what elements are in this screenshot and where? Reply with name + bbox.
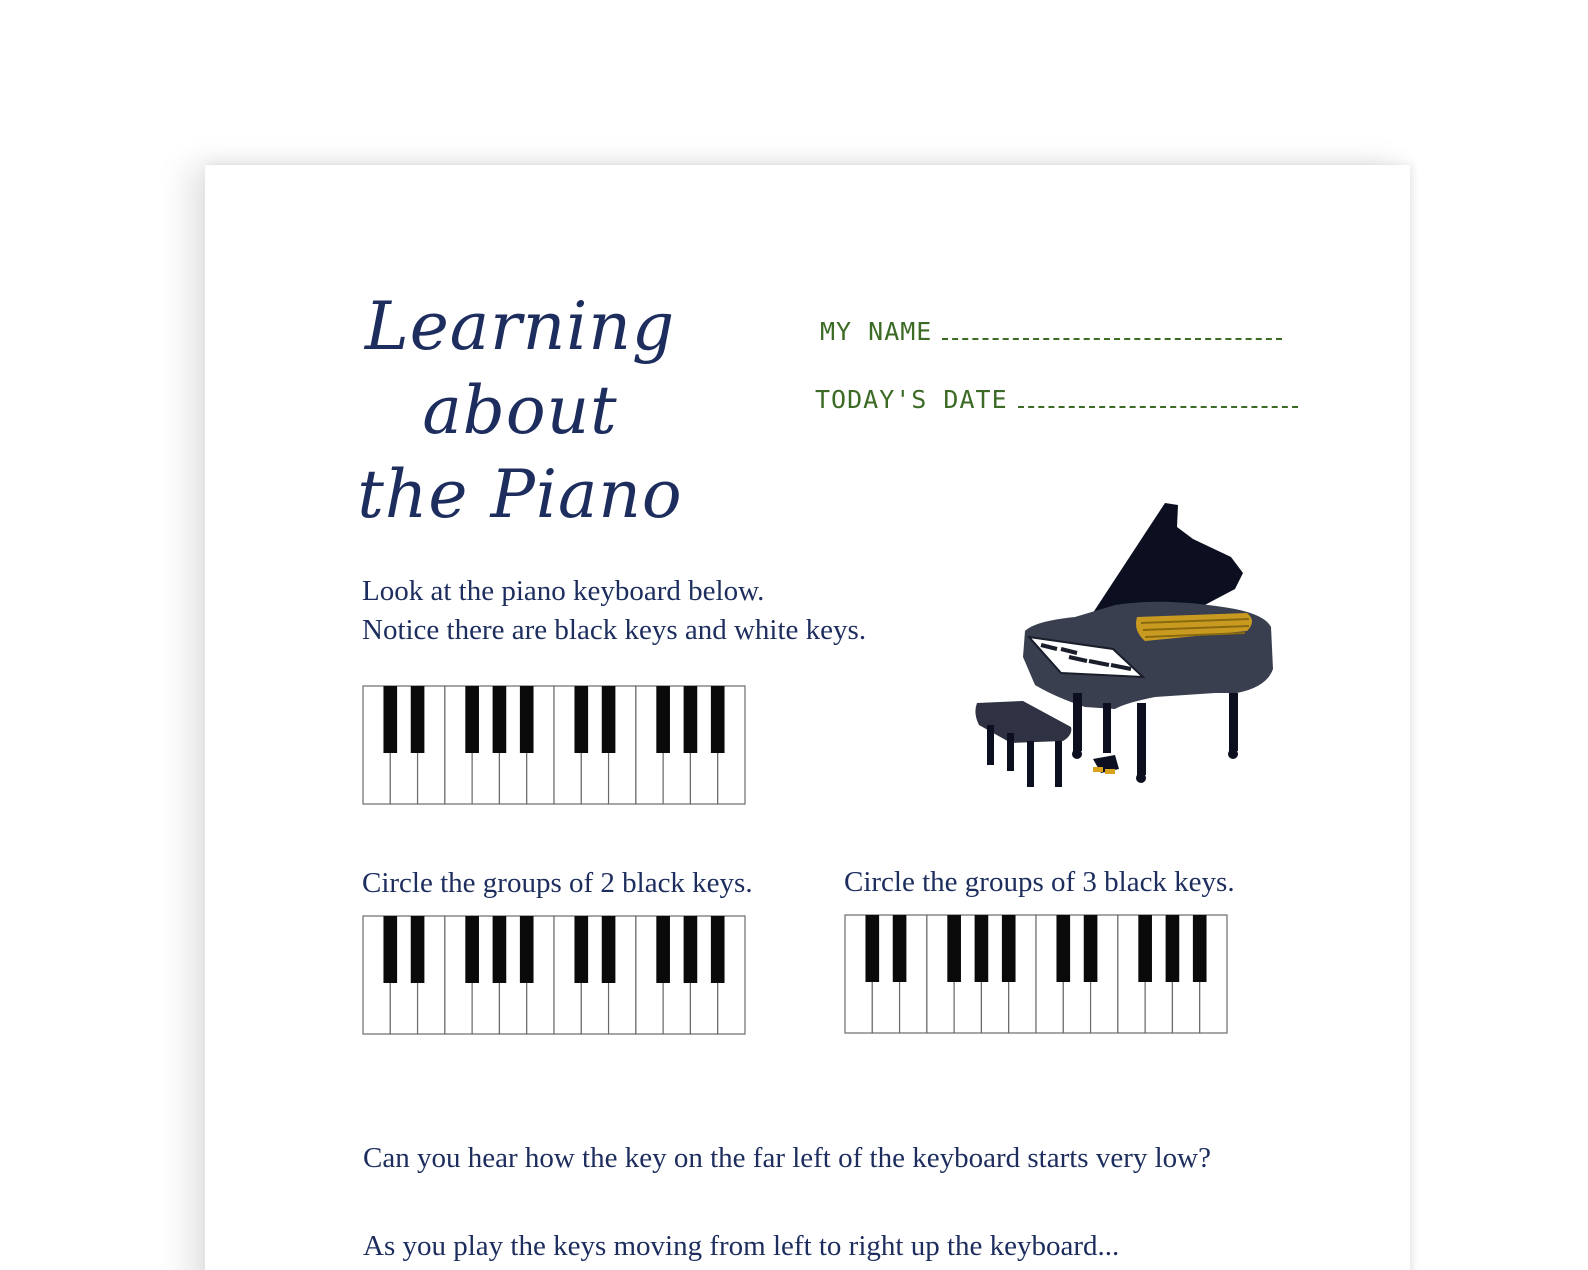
black-key [411,916,425,983]
black-key [493,686,507,753]
black-key [1002,915,1016,982]
black-key [684,916,698,983]
question-low-keys: Can you hear how the key on the far left of the keyboard starts very low? [363,1142,1211,1174]
black-key [465,686,479,753]
keyboard-three-groups[interactable] [844,914,1228,1034]
black-key [1193,915,1207,982]
black-key [574,686,588,753]
date-line [1018,405,1298,408]
keyboard-example [362,685,746,805]
keyboard-two-groups[interactable] [362,915,746,1035]
grand-piano-icon [965,497,1275,792]
black-key [602,686,616,753]
intro-line-1: Look at the piano keyboard below. [362,575,765,607]
worksheet-page [205,165,1410,1270]
black-key [411,686,425,753]
title-line-1: Learning about [364,288,676,449]
date-label: TODAY'S DATE [815,385,1008,414]
black-key [493,916,507,983]
black-key [711,686,725,753]
circle-two-instruction: Circle the groups of 2 black keys. [362,867,753,899]
circle-three-instruction: Circle the groups of 3 black keys. [844,866,1235,898]
black-key [893,915,907,982]
black-key [1056,915,1070,982]
my-name-label: MY NAME [820,317,933,346]
black-key [574,916,588,983]
black-key [684,686,698,753]
black-key [656,686,670,753]
date-field[interactable] [815,385,1298,414]
black-key [865,915,879,982]
black-key [383,916,397,983]
black-key [975,915,989,982]
partial-instruction: As you play the keys moving from left to right up the keyboard... [363,1230,1120,1262]
black-key [520,686,534,753]
worksheet-title [305,285,735,537]
black-key [947,915,961,982]
black-key [711,916,725,983]
black-key [465,916,479,983]
black-key [1084,915,1098,982]
intro-line-2: Notice there are black keys and white keys. [362,614,867,646]
title-line-2: the Piano [357,456,683,533]
black-key [520,916,534,983]
black-key [656,916,670,983]
black-key [1166,915,1180,982]
my-name-field[interactable] [820,317,1282,346]
black-key [602,916,616,983]
black-key [1138,915,1152,982]
my-name-line [942,337,1282,340]
black-key [383,686,397,753]
